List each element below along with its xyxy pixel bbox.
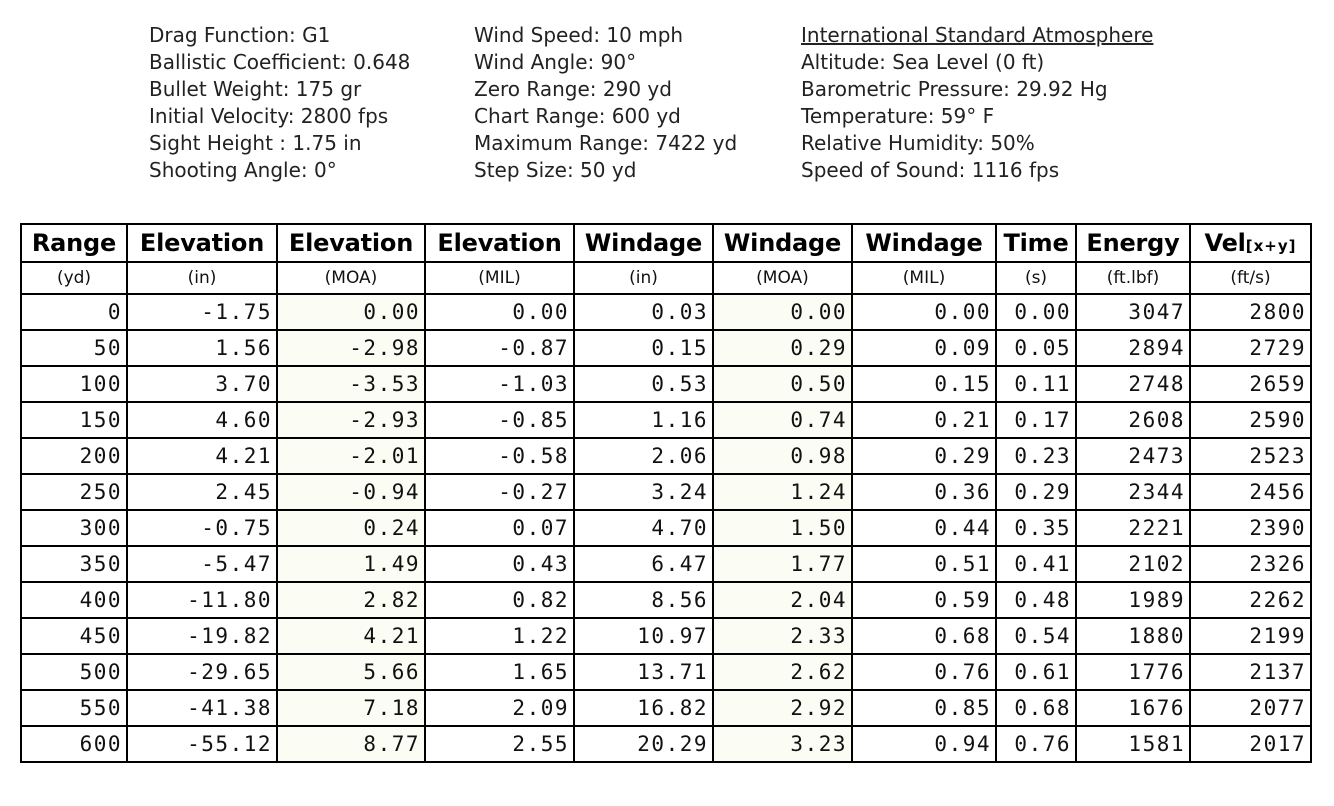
cell-time: 0.68 (996, 690, 1076, 726)
param-bullet-weight: Bullet Weight: 175 gr (149, 77, 362, 101)
cell-elevation-in: 3.70 (127, 366, 277, 402)
table-row (21, 294, 1311, 330)
cell-range: 50 (21, 330, 127, 366)
cell-windage-mil: 0.76 (852, 654, 996, 690)
header-velocity-label: Vel (1204, 229, 1246, 257)
cell-elevation-in: 2.45 (127, 474, 277, 510)
param-temperature: Temperature: 59° F (801, 104, 995, 128)
cell-energy: 2894 (1076, 330, 1190, 366)
cell-elevation-moa: -2.93 (277, 402, 425, 438)
table-row (21, 510, 1311, 546)
cell-elevation-moa: 0.24 (277, 510, 425, 546)
cell-range: 200 (21, 438, 127, 474)
cell-elevation-in: -55.12 (127, 726, 277, 762)
cell-windage-moa: 0.74 (713, 402, 852, 438)
cell-windage-moa: 2.04 (713, 582, 852, 618)
unit-elevation-mil: (MIL) (425, 262, 574, 294)
table-row (21, 402, 1311, 438)
atmosphere-parameters (801, 22, 1153, 184)
cell-elevation-moa: 8.77 (277, 726, 425, 762)
cell-elevation-in: 4.21 (127, 438, 277, 474)
unit-range: (yd) (21, 262, 127, 294)
cell-time: 0.61 (996, 654, 1076, 690)
range-parameters (474, 22, 737, 184)
cell-velocity: 2137 (1190, 654, 1311, 690)
unit-windage-moa: (MOA) (713, 262, 852, 294)
param-barometric-pressure: Barometric Pressure: 29.92 Hg (801, 77, 1108, 101)
table-row (21, 582, 1311, 618)
param-initial-velocity: Initial Velocity: 2800 fps (149, 104, 389, 128)
header-elevation-in: Elevation (127, 224, 277, 262)
cell-windage-mil: 0.51 (852, 546, 996, 582)
cell-elevation-mil: 1.65 (425, 654, 574, 690)
unit-elevation-in: (in) (127, 262, 277, 294)
cell-elevation-in: -41.38 (127, 690, 277, 726)
cell-elevation-mil: 2.09 (425, 690, 574, 726)
cell-range: 150 (21, 402, 127, 438)
cell-elevation-moa: 0.00 (277, 294, 425, 330)
cell-windage-mil: 0.15 (852, 366, 996, 402)
cell-windage-moa: 2.62 (713, 654, 852, 690)
cell-energy: 2344 (1076, 474, 1190, 510)
param-drag-function: Drag Function: G1 (149, 23, 331, 47)
cell-windage-in: 8.56 (574, 582, 713, 618)
cell-velocity: 2262 (1190, 582, 1311, 618)
cell-windage-moa: 1.77 (713, 546, 852, 582)
table-row (21, 618, 1311, 654)
cell-time: 0.17 (996, 402, 1076, 438)
unit-elevation-moa: (MOA) (277, 262, 425, 294)
cell-elevation-mil: -0.85 (425, 402, 574, 438)
header-velocity (1190, 224, 1311, 262)
param-wind-speed: Wind Speed: 10 mph (474, 23, 684, 47)
param-altitude: Altitude: Sea Level (0 ft) (801, 50, 1045, 74)
cell-time: 0.05 (996, 330, 1076, 366)
cell-energy: 1880 (1076, 618, 1190, 654)
header-time: Time (996, 224, 1076, 262)
cell-elevation-moa: -0.94 (277, 474, 425, 510)
header-windage-in: Windage (574, 224, 713, 262)
table-row (21, 654, 1311, 690)
unit-energy: (ft.lbf) (1076, 262, 1190, 294)
cell-elevation-in: 1.56 (127, 330, 277, 366)
cell-windage-in: 16.82 (574, 690, 713, 726)
cell-energy: 2748 (1076, 366, 1190, 402)
header-elevation-mil: Elevation (425, 224, 574, 262)
cell-windage-in: 0.03 (574, 294, 713, 330)
cell-windage-in: 6.47 (574, 546, 713, 582)
ballistic-parameters (0, 22, 1334, 192)
cell-windage-mil: 0.00 (852, 294, 996, 330)
cell-windage-moa: 0.29 (713, 330, 852, 366)
cell-energy: 2473 (1076, 438, 1190, 474)
cell-elevation-moa: 2.82 (277, 582, 425, 618)
projectile-parameters (149, 22, 410, 184)
table-units-row (21, 262, 1311, 294)
cell-velocity: 2800 (1190, 294, 1311, 330)
table-header-row (21, 224, 1311, 262)
cell-range: 450 (21, 618, 127, 654)
cell-velocity: 2390 (1190, 510, 1311, 546)
param-wind-angle: Wind Angle: 90° (474, 50, 637, 74)
cell-windage-in: 2.06 (574, 438, 713, 474)
cell-windage-in: 4.70 (574, 510, 713, 546)
cell-elevation-mil: -1.03 (425, 366, 574, 402)
ballistics-table (20, 223, 1312, 763)
cell-windage-mil: 0.44 (852, 510, 996, 546)
cell-windage-mil: 0.68 (852, 618, 996, 654)
cell-elevation-mil: -0.58 (425, 438, 574, 474)
cell-time: 0.00 (996, 294, 1076, 330)
cell-range: 100 (21, 366, 127, 402)
cell-range: 250 (21, 474, 127, 510)
header-windage-moa: Windage (713, 224, 852, 262)
cell-windage-moa: 2.33 (713, 618, 852, 654)
cell-range: 0 (21, 294, 127, 330)
cell-windage-mil: 0.94 (852, 726, 996, 762)
cell-windage-moa: 0.50 (713, 366, 852, 402)
unit-time: (s) (996, 262, 1076, 294)
cell-windage-in: 0.15 (574, 330, 713, 366)
cell-windage-moa: 3.23 (713, 726, 852, 762)
cell-energy: 1676 (1076, 690, 1190, 726)
param-zero-range: Zero Range: 290 yd (474, 77, 672, 101)
cell-elevation-moa: 5.66 (277, 654, 425, 690)
unit-velocity: (ft/s) (1190, 262, 1311, 294)
cell-range: 550 (21, 690, 127, 726)
cell-elevation-in: 4.60 (127, 402, 277, 438)
cell-energy: 3047 (1076, 294, 1190, 330)
cell-elevation-mil: 0.00 (425, 294, 574, 330)
cell-velocity: 2456 (1190, 474, 1311, 510)
cell-time: 0.11 (996, 366, 1076, 402)
cell-elevation-moa: 1.49 (277, 546, 425, 582)
header-energy: Energy (1076, 224, 1190, 262)
header-velocity-subscript: [x+y] (1245, 237, 1297, 255)
cell-elevation-moa: 4.21 (277, 618, 425, 654)
cell-elevation-in: -29.65 (127, 654, 277, 690)
cell-windage-moa: 0.00 (713, 294, 852, 330)
cell-time: 0.76 (996, 726, 1076, 762)
cell-velocity: 2017 (1190, 726, 1311, 762)
cell-elevation-in: -11.80 (127, 582, 277, 618)
cell-energy: 2608 (1076, 402, 1190, 438)
cell-elevation-mil: 0.07 (425, 510, 574, 546)
cell-time: 0.23 (996, 438, 1076, 474)
cell-windage-moa: 0.98 (713, 438, 852, 474)
cell-elevation-in: -5.47 (127, 546, 277, 582)
cell-elevation-mil: 0.82 (425, 582, 574, 618)
param-chart-range: Chart Range: 600 yd (474, 104, 681, 128)
param-relative-humidity: Relative Humidity: 50% (801, 131, 1035, 155)
cell-time: 0.54 (996, 618, 1076, 654)
table-row (21, 366, 1311, 402)
cell-time: 0.29 (996, 474, 1076, 510)
cell-windage-mil: 0.59 (852, 582, 996, 618)
cell-windage-moa: 1.50 (713, 510, 852, 546)
cell-elevation-mil: -0.27 (425, 474, 574, 510)
header-windage-mil: Windage (852, 224, 996, 262)
cell-elevation-mil: 2.55 (425, 726, 574, 762)
cell-energy: 1989 (1076, 582, 1190, 618)
cell-velocity: 2077 (1190, 690, 1311, 726)
cell-windage-in: 13.71 (574, 654, 713, 690)
cell-range: 600 (21, 726, 127, 762)
cell-windage-mil: 0.29 (852, 438, 996, 474)
cell-energy: 1776 (1076, 654, 1190, 690)
table-row (21, 330, 1311, 366)
cell-windage-moa: 2.92 (713, 690, 852, 726)
param-speed-of-sound: Speed of Sound: 1116 fps (801, 158, 1060, 182)
table-row (21, 438, 1311, 474)
cell-range: 350 (21, 546, 127, 582)
cell-time: 0.41 (996, 546, 1076, 582)
cell-windage-in: 10.97 (574, 618, 713, 654)
cell-energy: 2102 (1076, 546, 1190, 582)
cell-time: 0.35 (996, 510, 1076, 546)
cell-elevation-moa: -2.98 (277, 330, 425, 366)
cell-windage-moa: 1.24 (713, 474, 852, 510)
cell-velocity: 2523 (1190, 438, 1311, 474)
cell-elevation-in: -19.82 (127, 618, 277, 654)
unit-windage-mil: (MIL) (852, 262, 996, 294)
header-elevation-moa: Elevation (277, 224, 425, 262)
cell-elevation-moa: 7.18 (277, 690, 425, 726)
cell-windage-in: 0.53 (574, 366, 713, 402)
cell-velocity: 2729 (1190, 330, 1311, 366)
table-row (21, 474, 1311, 510)
table-row (21, 546, 1311, 582)
cell-range: 400 (21, 582, 127, 618)
table-body (21, 294, 1311, 762)
header-range: Range (21, 224, 127, 262)
table-row (21, 726, 1311, 762)
unit-windage-in: (in) (574, 262, 713, 294)
cell-range: 300 (21, 510, 127, 546)
cell-velocity: 2326 (1190, 546, 1311, 582)
cell-elevation-in: -0.75 (127, 510, 277, 546)
cell-windage-in: 1.16 (574, 402, 713, 438)
cell-elevation-mil: 0.43 (425, 546, 574, 582)
param-shooting-angle: Shooting Angle: 0° (149, 158, 337, 182)
cell-elevation-moa: -3.53 (277, 366, 425, 402)
cell-windage-mil: 0.21 (852, 402, 996, 438)
cell-elevation-moa: -2.01 (277, 438, 425, 474)
cell-windage-mil: 0.09 (852, 330, 996, 366)
cell-elevation-in: -1.75 (127, 294, 277, 330)
param-step-size: Step Size: 50 yd (474, 158, 637, 182)
param-ballistic-coefficient: Ballistic Coefficient: 0.648 (149, 50, 411, 74)
atmosphere-title: International Standard Atmosphere (801, 23, 1154, 47)
cell-windage-in: 3.24 (574, 474, 713, 510)
cell-elevation-mil: -0.87 (425, 330, 574, 366)
param-sight-height: Sight Height : 1.75 in (149, 131, 362, 155)
cell-energy: 2221 (1076, 510, 1190, 546)
cell-windage-mil: 0.85 (852, 690, 996, 726)
cell-windage-in: 20.29 (574, 726, 713, 762)
table-row (21, 690, 1311, 726)
cell-velocity: 2590 (1190, 402, 1311, 438)
cell-energy: 1581 (1076, 726, 1190, 762)
param-maximum-range: Maximum Range: 7422 yd (474, 131, 738, 155)
cell-velocity: 2659 (1190, 366, 1311, 402)
cell-velocity: 2199 (1190, 618, 1311, 654)
cell-range: 500 (21, 654, 127, 690)
cell-elevation-mil: 1.22 (425, 618, 574, 654)
cell-windage-mil: 0.36 (852, 474, 996, 510)
cell-time: 0.48 (996, 582, 1076, 618)
